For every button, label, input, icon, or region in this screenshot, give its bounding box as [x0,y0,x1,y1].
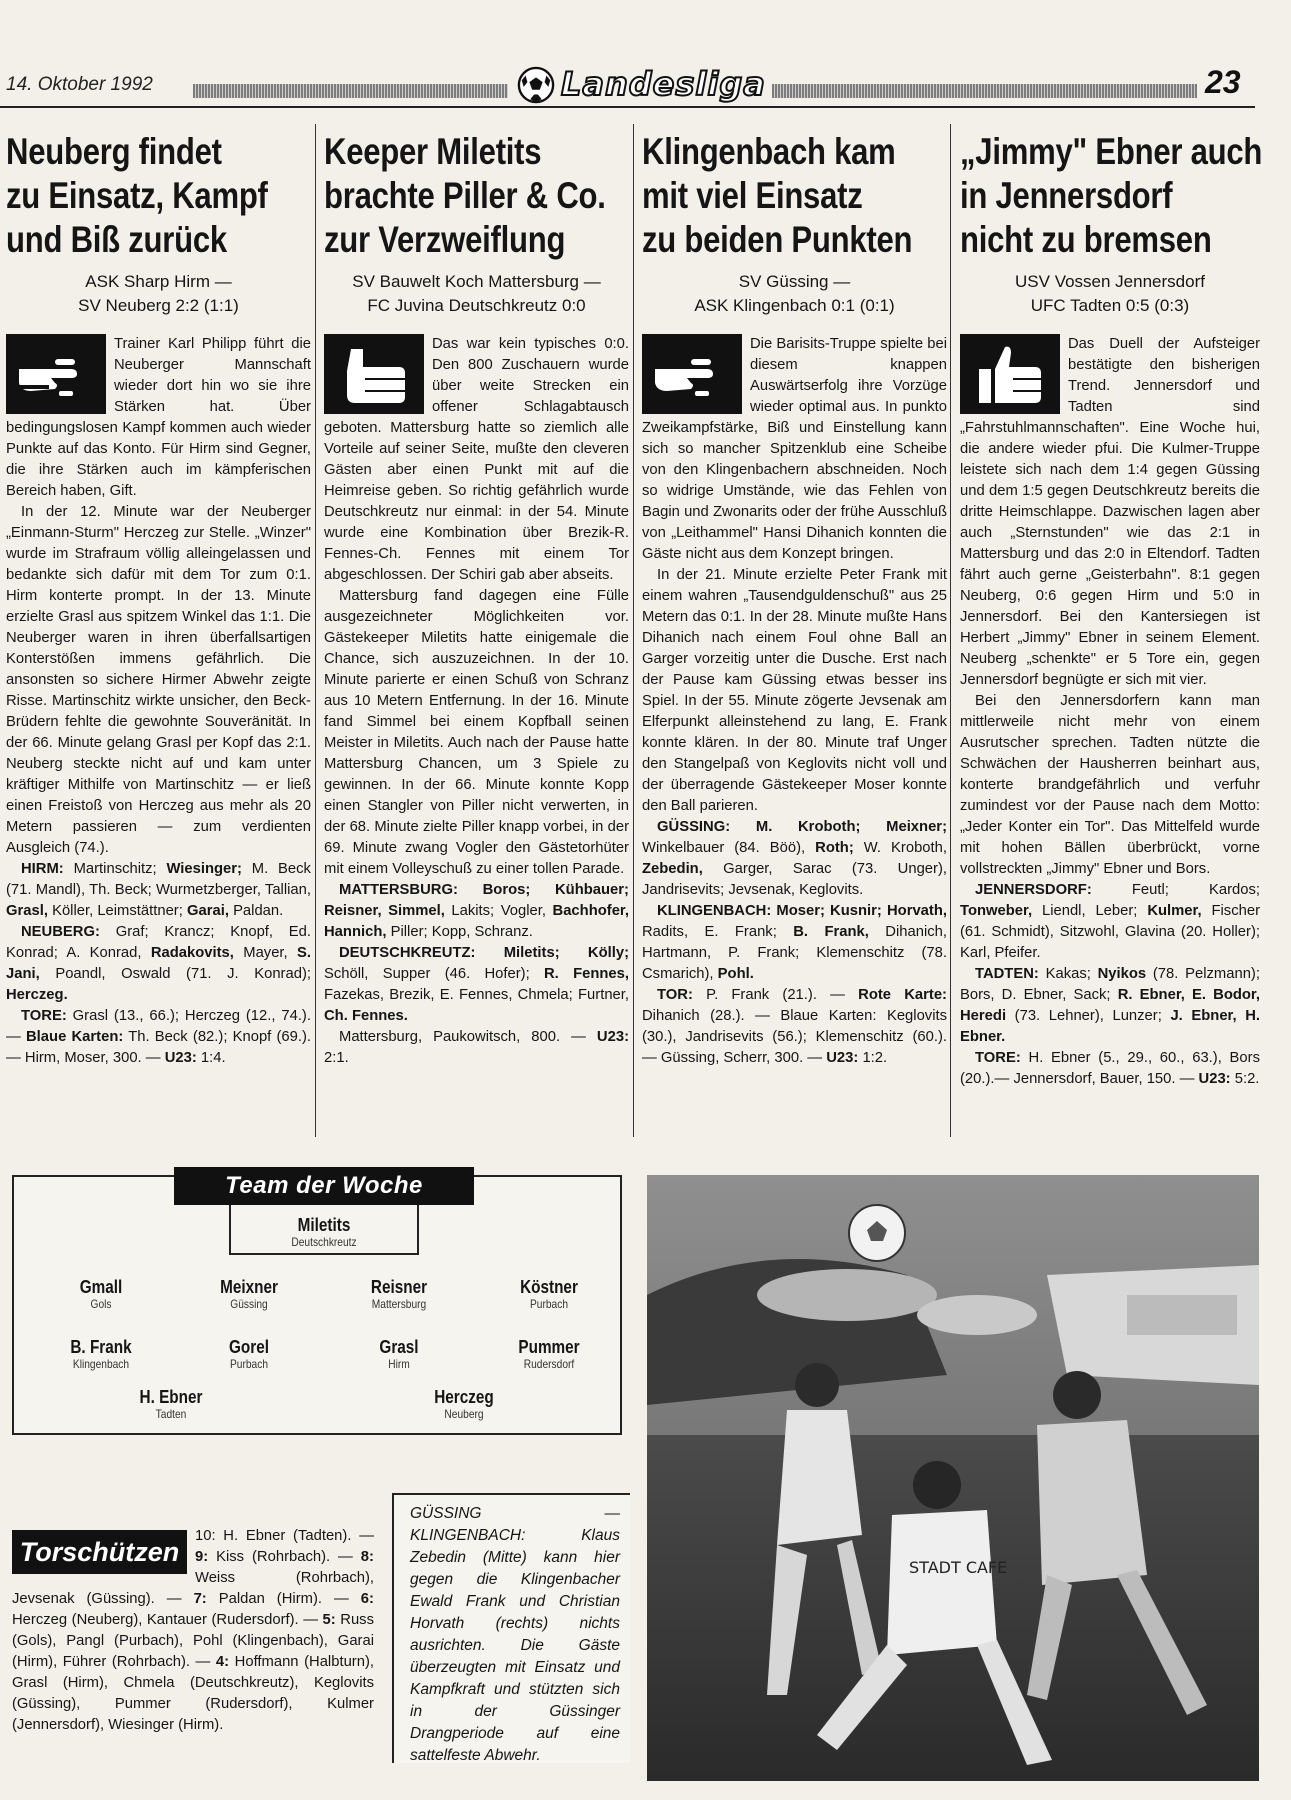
player-card: H. Ebner Tadten [139,1387,203,1421]
column-divider [950,124,951,1137]
article-mattersburg [324,130,629,1069]
match-result: USV Vossen Jennersdorf UFC Tadten 0:5 (0:3) [1015,272,1205,315]
article-klingenbach [642,130,947,1069]
match-photo [647,1175,1259,1781]
player-card: Grasl Hirm [379,1337,419,1371]
match-result: SV Güssing — ASK Klingenbach 0:1 (0:1) [694,272,895,315]
page-header [0,62,1291,108]
page-number: 23 [1205,64,1241,100]
photo-caption: GÜSSING — KLINGENBACH: Klaus Zebedin (Mitte) kann hier gegen die Klingenbacher Ewald Frank und Christian Horvath (rechts) nichts ausrichten. Die Gäste überzeugten mit Einsatz und Kampfkraft und stützten sich in der Güssinger Drangperiode auf eine sattelfeste Abwehr. [392,1493,630,1763]
headline: „Jimmy" Ebner auch in Jennersdorf nicht zu bremsen [960,131,1263,260]
thumb-up-icon [960,334,1060,414]
team-of-week-title: Team der Woche [174,1167,474,1205]
player-goalkeeper: Miletits Deutschkreutz [291,1215,357,1249]
article-body: Die Barisits-Truppe spielte bei diesem knappen Auswärtserfolg ihre Vorzüge wieder optimal aus. In punkto Zweikampfstärke, Biß und Einstellung kann sich so mancher Spitzenklub eine Scheibe von den Klingenbachern abschneiden. Noch so widrige Umstände, wie das Fehlen von Bagin und Zwonarits oder der frühe Ausschluß von „Leithammel" Hansi Dihanich konnten die Gäste nicht aus dem Konzept bringen. In der 21. Minute erzielte Peter Frank mit einem wahren „Tausendguldenschuß" aus 25 Metern das 0:1. In der 28. Minute mußte Hans Dihanich nach einem Foul ohne Ball an Garger vorzeitig unter die Dusche. Erst nach der Pause kam Güssing etwas besser ins Spiel. In der 55. Minute zögerte Jevsenak am Elferpunkt alleinstehend zu lang, E. Frank konnte klären. In der 80. Minute traf Unger den Stangelpaß von Keglovits nicht voll und der überragende Gästekeeper Moser konnte den Ball parieren. GÜSSING: M. Kroboth; Meixner; Winkelbauer (84. Böö), Roth; W. Kroboth, Zebedin, Garger, Sarac (73. Unger), Jandrisevits; Jevsenak, Keglovits. KLINGENBACH: Moser; Kusnir; Horvath, Radits, E. Frank; B. Frank, Dihanich, Hartmann, P. Frank; Klemenschitz (78. Csmarich), Pohl. TOR: P. Frank (21.). — Rote Karte: Dihanich (28.). — Blaue Karten: Keglovits (30.), Jandrisevits (56.); Klemenschitz (60.). — Güssing, Scherr, 300. — U23: 1:2. [642,336,947,1066]
header-rule [0,106,1255,108]
player-card: Herczeg Neuberg [434,1387,494,1421]
hand-pointing-icon [6,334,106,414]
issue-date: 14. Oktober 1992 [6,74,153,95]
match-result: ASK Sharp Hirm — SV Neuberg 2:2 (1:1) [78,272,239,315]
player-card: Köstner Purbach [520,1277,578,1311]
player-card: Gmall Gols [79,1277,123,1311]
article-body: Trainer Karl Philipp führt die Neuberger Mannschaft wieder dort hin wo sie ihre Stärken hat. Über bedingungslosen Kampf kommen auch wieder Punkte auf das Konto. Für Hirm sind Gegner, die ihre Stärken auch im kämpferischen Bereich haben, Gift. In der 12. Minute war der Neuberger „Einmann-Sturm" Herczeg zur Stelle. „Winzer" wurde im Strafraum völlig alleingelassen und bedankte sich dafür mit dem Tor zum 0:1. Hirm konterte prompt. In der 13. Minute erzielte Grasl aus spitzem Winkel das 1:1. Die Neuberger waren in ihren überfallsartigen Konterstößen immens gefährlich. Die ansonsten so sichere Hirmer Abwehr zeigte Risse. Martinschitz wirkte unsicher, den Beck-Brüdern fehlte die gewohnte Souveränität. In der 66. Minute gelang Grasl per Kopf das 2:1. Neuberg steckte nicht auf und kam unter kräftiger Mithilfe von Martinschitz — er ließ einen Freistoß von Herczeg aus mehr als 20 Metern passieren — zum verdienten Ausgleich (74.). HIRM: Martinschitz; Wiesinger; M. Beck (71. Mandl), Th. Beck; Wurmetzberger, Tallian, Grasl, Köller, Leimstättner; Garai, Paldan. NEUBERG: Graf; Krancz; Knopf, Ed. Konrad; A. Konrad, Radakovits, Mayer, S. Jani, Poandl, Oswald (71. J. Konrad); Herczeg. TORE: Grasl (13., 66.); Herczeg (12., 74.). — Blaue Karten: Th. Beck (82.); Knopf (69.). — Hirm, Moser, 300. — U23: 1:4. [6,336,312,1066]
match-result: SV Bauwelt Koch Mattersburg — FC Juvina Deutschkreutz 0:0 [352,272,601,315]
column-divider [315,124,316,1137]
article-body: Das Duell der Aufsteiger bestätigte den bisherigen Trend. Jennersdorf und Tadten sind „Fahrstuhlmannschaften". Eine Woche hui, die andere wieder pfui. Die Kulmer-Truppe leistete sich nach dem 1:4 gegen Güssing und dem 1:5 gegen Deutschkreutz bereits die dritte Heimschlappe. Dazwischen lagen aber auch „Sternstunden" wie das 2:1 in Mattersburg und das 2:0 in Eltendorf. Tadten fährt auch gerne „Geisterbahn". 8:1 gegen Neuberg, 0:6 gegen Hirm und 5:0 in Jennersdorf. Bei den Kantersiegen ist Herbert „Jimmy" Ebner in seinem Element. Neuberg „schenkte" er 5 Tore ein, gegen Jennersdorf begnügte er sich mit vier. Bei den Jennersdorfern kann man mittlerweile nicht mehr von einem Ausrutscher sprechen. Tadten nützte die Schwächen der Hausherren beinhart aus, konterte brandgefährlich und verfuhr zumindest vor der Pause nach dem Motto: „Jeder Konter ein Tor". Das Mittelfeld wurde mit hohen Bällen überbrückt, vorne vollstreckten „Jimmy" Ebner und Bors. JENNERSDORF: Feutl; Kardos; Tonweber, Liendl, Leber; Kulmer, Fischer (61. Schmidt), Sitzwohl, Glavina (20. Holler); Karl, Pfeifer. TADTEN: Kakas; Nyikos (78. Pelzmann); Bors, D. Ebner, Sack; R. Ebner, E. Bodor, Heredi (73. Lehner), Lunzer; J. Ebner, H. Ebner. TORE: H. Ebner (5., 29., 60., 63.), Bors (20.).— Jennersdorf, Bauer, 150. — U23: 5:2. [960,336,1260,1087]
player-card: Reisner Mattersburg [370,1277,428,1311]
article-neuberg [6,130,311,1069]
team-of-the-week [12,1172,622,1435]
thumb-sideways-icon [324,334,424,414]
headline: Keeper Miletits brachte Piller & Co. zur Verzweiflung [324,131,606,260]
player-card: Meixner Güssing [220,1277,278,1311]
headline: Klingenbach kam mit viel Einsatz zu beiden Punkten [642,131,913,260]
header-bar-left [193,84,508,98]
article-body: Das war kein typisches 0:0. Den 800 Zuschauern wurde über weite Strecken ein offener Schlagabtausch geboten. Mattersburg hatte so ziemlich alle Vorteile auf seiner Seite, mußte den cleveren Gästen aber einen Punkt mit auf die Heimreise geben. So richtig gefährlich wurde Deutschkreutz nur einmal: in der 54. Minute wurde eine Kombination über Brezik-R. Fennes-Ch. Fennes mit einem Tor abgeschlossen. Der Schiri gab aber abseits. Mattersburg fand dagegen eine Fülle ausgezeichneter Möglichkeiten vor. Gästekeeper Miletits hatte einigemale die Chance, sich auszuzeichnen. In der 10. Minute parierte er einen Schuß von Schranz aus 10 Metern Entfernung. In der 16. Minute fand Simmel bei einem Kopfball seinen Meister in Miletits. Auch nach der Pause hatte Mattersburg Chancen, um 3 Spiele zu gewinnen. In der 66. Minute konnte Kopp einen Stangler von Piller nicht verwerten, in der 68. Minute zielte Piller knapp vorbei, in der 69. Minute zwang Vogler den Gästetorhüter mit einem Volleyschuß zu einer tollen Parade. MATTERSBURG: Boros; Kühbauer; Reisner, Simmel, Lakits; Vogler, Bachhofer, Hannich, Piller; Kopp, Schranz. DEUTSCHKREUTZ: Miletits; Kölly; Schöll, Supper (46. Hofer); R. Fennes, Fazekas, Brezik, E. Fennes, Chmela; Furtner, Ch. Fennes. Mattersburg, Paukowitsch, 800. — U23: 2:1. [324,336,629,1066]
section-brand: Landesliga [561,65,766,103]
header-bar-right [772,84,1197,98]
top-scorers-title: Torschützen [12,1530,187,1574]
headline: Neuberg findet zu Einsatz, Kampf und Biß zurück [6,131,268,260]
player-card: Pummer Rudersdorf [518,1337,580,1371]
player-card: Gorel Purbach [229,1337,269,1371]
column-divider [633,124,634,1137]
player-card: B. Frank Klingenbach [70,1337,132,1371]
soccer-ball-icon [517,66,555,104]
article-jennersdorf [960,130,1263,1090]
shirt-text: STADT CAFE [909,1558,1008,1577]
hand-pointing-icon [642,334,742,414]
top-scorers: Torschützen 10: H. Ebner (Tadten). — 9: Kiss (Rohrbach). — 8: Weiss (Rohrbach), Jevsenak (Güssing). — 7: Paldan (Hirm). — 6: Herczeg (Neuberg), Kantauer (Rudersdorf). — 5: Russ (Gols), Pangl (Purbach), Pohl (Klingenbach), Garai (Hirm), Führer (Rohrbach). — 4: Hoffmann (Halbturn), Grasl (Hirm), Chmela (Deutschkreutz), Keglovits (Güssing), Pummer (Rudersdorf), Kulmer (Jennersdorf), Wiesinger (Hirm). [12,1528,374,1733]
